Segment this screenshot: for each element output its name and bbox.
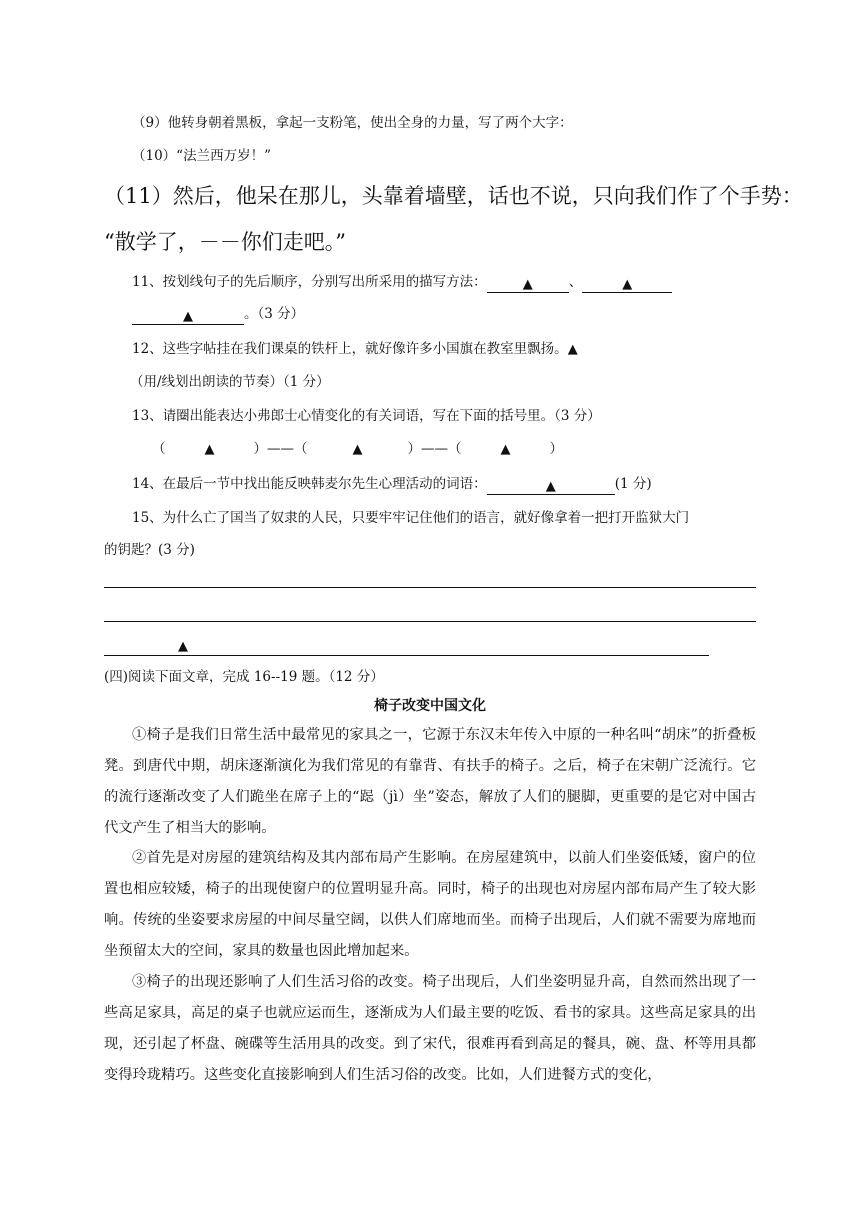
answer-blank-11c[interactable] xyxy=(132,308,244,325)
question-11 xyxy=(132,270,672,291)
article-title: 椅子改变中国文化 xyxy=(374,698,486,714)
answer-slot-13a[interactable] xyxy=(166,441,254,458)
text-line-9: （9）他转身朝着黑板，拿起一支粉笔，使出全身的力量，写了两个大字： xyxy=(132,115,573,131)
section-header: (四)阅读下面文章，完成 16--19 题。（12 分） xyxy=(104,669,384,685)
bracket-open: （ xyxy=(152,441,166,457)
text-line-11b: “散学了，－－你们走吧。” xyxy=(104,230,346,254)
question-12 xyxy=(132,337,578,358)
question-11-sep: 、 xyxy=(568,274,583,290)
answer-marker: ▲ xyxy=(622,277,633,292)
bracket-close: ） xyxy=(407,441,421,457)
question-14-text: 14、在最后一节中找出能反映韩麦尔先生心理活动的词语： xyxy=(132,476,487,492)
answer-slot-13c[interactable] xyxy=(462,441,550,458)
answer-marker: ▲ xyxy=(500,442,511,457)
text-line-10: （10）“法兰西万岁！” xyxy=(132,148,271,164)
answer-blank-11a[interactable] xyxy=(487,276,569,293)
bracket-open: （ xyxy=(448,441,462,457)
question-15: 15、为什么亡了国当了奴隶的人民，只要牢牢记住他们的语言，就好像拿着一把打开监狱大门 xyxy=(132,510,690,526)
question-13: 13、请圈出能表达小弗郎士心情变化的有关词语，写在下面的括号里。（3 分） xyxy=(132,408,601,424)
article-paragraph-2: ②首先是对房屋的建筑结构及其内部布局产生影响。在房屋建筑中，以前人们坐姿低矮，窗户的位置也相应较矮，椅子的出现使窗户的位置明显升高。同时，椅子的出现也对房屋内部布局产生了较大影响。传统的坐姿要求房屋的中间尽量空阔，以供人们席地而坐。而椅子出现后，人们就不需要为席地而坐预留太大的空间，家具的数量也因此增加起来。 xyxy=(104,850,756,959)
question-11-line2 xyxy=(132,302,304,323)
question-14 xyxy=(132,472,652,493)
article-paragraph-3: ③椅子的出现还影响了人们生活习俗的改变。椅子出现后，人们坐姿明显升高，自然而然出现了一些高足家具，高足的桌子也就应运而生，逐渐成为人们最主要的吃饭、看书的家具。这些高足家具的出现，还引起了杯盘、碗碟等生活用具的改变。到了宋代，很难再看到高足的餐具，碗、盘、杯等用具都变得玲珑精巧。这些变化直接影响到人们生活习俗的改变。比如，人们进餐方式的变化， xyxy=(104,974,756,1083)
question-14-end: (1 分) xyxy=(614,476,652,492)
answer-marker[interactable]: ▲ xyxy=(567,342,578,357)
question-11-text: 11、按划线句子的先后顺序，分别写出所采用的描写方法： xyxy=(132,274,487,290)
answer-marker: ▲ xyxy=(178,639,188,654)
dash: —— xyxy=(267,441,294,457)
text-line-11a: （11）然后，他呆在那儿，头靠着墙壁，话也不说，只向我们作了个手势： xyxy=(104,184,803,208)
question-12-text: 12、这些字帖挂在我们课桌的铁杆上，就好像许多小国旗在教室里飘扬。 xyxy=(132,341,568,357)
question-13-brackets xyxy=(152,437,563,458)
bracket-open: （ xyxy=(294,441,308,457)
answer-marker: ▲ xyxy=(352,442,363,457)
question-15-line2: 的钥匙？(3 分) xyxy=(104,542,195,558)
answer-line-15c[interactable] xyxy=(104,655,709,656)
answer-blank-11b[interactable] xyxy=(582,276,672,293)
dash: —— xyxy=(421,441,448,457)
question-11-end: 。（3 分） xyxy=(244,306,305,322)
answer-slot-13b[interactable] xyxy=(308,441,408,458)
question-12-note: （用/线划出朗读的节奏）（1 分） xyxy=(130,374,330,390)
bracket-close: ） xyxy=(549,441,563,457)
answer-marker: ▲ xyxy=(183,309,193,324)
bracket-close: ） xyxy=(253,441,267,457)
answer-line-15a[interactable] xyxy=(104,587,756,588)
answer-marker: ▲ xyxy=(204,442,215,457)
answer-blank-14[interactable] xyxy=(487,478,615,495)
answer-marker: ▲ xyxy=(545,479,556,494)
article-paragraph-1: ①椅子是我们日常生活中最常见的家具之一，它源于东汉末年传入中原的一种名叫“胡床”的折叠板凳。到唐代中期，胡床逐渐演化为我们常见的有靠背、有扶手的椅子。之后，椅子在宋朝广泛流行。它的流行逐渐改变了人们跪坐在席子上的“跽（jì）坐”姿态，解放了人们的腿脚，更重要的是它对中国古代文产生了相当大的影响。 xyxy=(104,727,756,836)
answer-line-15b[interactable] xyxy=(104,621,756,622)
answer-marker: ▲ xyxy=(522,277,533,292)
